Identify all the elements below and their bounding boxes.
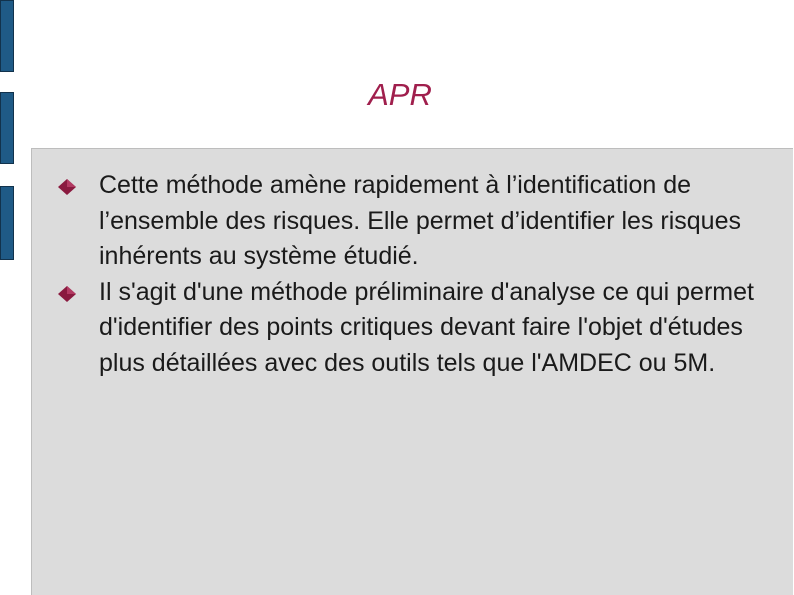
left-accent-bar [0, 0, 14, 72]
diamond-bullet-icon [58, 179, 76, 195]
slide-title: APR [368, 77, 432, 112]
bullet-item [0, 168, 794, 275]
diamond-bullet-icon [58, 286, 76, 302]
bullet-list [0, 168, 794, 381]
bullet-text: Il s'agit d'une méthode préliminaire d'analyse ce qui permet d'identifier des points critiques devant faire l'objet d'études plus détaillées avec des outils tels que l'AMDEC ou 5M. [99, 277, 754, 377]
bullet-text: Cette méthode amène rapidement à l’identification de l’ensemble des risques. Elle permet d’identifier les risques inhérents au système étudié. [99, 171, 741, 270]
bullet-item [0, 275, 794, 382]
